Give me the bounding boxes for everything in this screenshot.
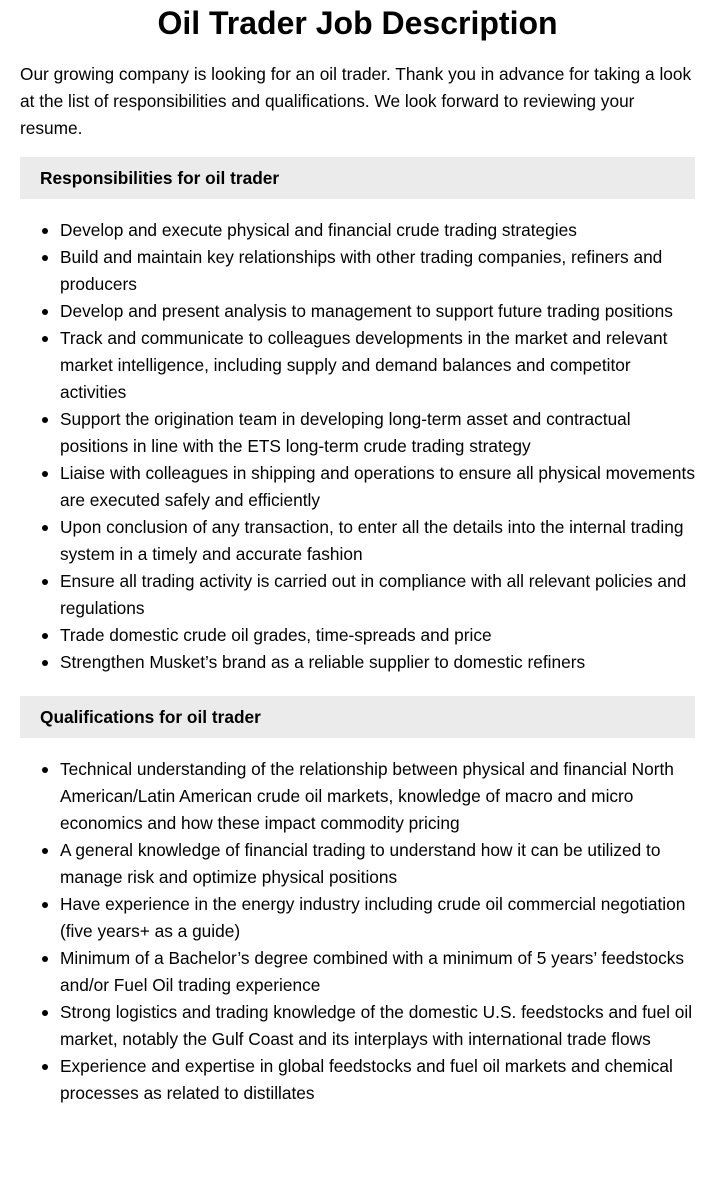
list-item: Minimum of a Bachelor’s degree combined with a minimum of 5 years’ feedstocks and/or Fuel Oil trading experience (60, 945, 695, 999)
responsibilities-heading: Responsibilities for oil trader (20, 157, 695, 199)
list-item: Strong logistics and trading knowledge of the domestic U.S. feedstocks and fuel oil market, notably the Gulf Coast and its interplays with international trade flows (60, 999, 695, 1053)
list-item: Develop and execute physical and financial crude trading strategies (60, 217, 695, 244)
list-item: Liaise with colleagues in shipping and operations to ensure all physical movements are executed safely and efficiently (60, 460, 695, 514)
qualifications-heading: Qualifications for oil trader (20, 696, 695, 738)
list-item: Technical understanding of the relationship between physical and financial North American/Latin American crude oil markets, knowledge of macro and micro economics and how these impact commodity pricing (60, 756, 695, 837)
list-item: Trade domestic crude oil grades, time-spreads and price (60, 622, 695, 649)
list-item: Support the origination team in developing long-term asset and contractual positions in line with the ETS long-term crude trading strategy (60, 406, 695, 460)
list-item: Upon conclusion of any transaction, to enter all the details into the internal trading system in a timely and accurate fashion (60, 514, 695, 568)
list-item: Track and communicate to colleagues developments in the market and relevant market intelligence, including supply and demand balances and competitor activities (60, 325, 695, 406)
intro-paragraph: Our growing company is looking for an oil trader. Thank you in advance for taking a look at the list of responsibilities and qualifications. We look forward to reviewing your resume. (20, 64, 692, 138)
list-item: A general knowledge of financial trading to understand how it can be utilized to manage risk and optimize physical positions (60, 837, 695, 891)
list-item: Build and maintain key relationships with other trading companies, refiners and producers (60, 244, 695, 298)
list-item: Experience and expertise in global feedstocks and fuel oil markets and chemical processes as related to distillates (60, 1053, 695, 1107)
list-item: Ensure all trading activity is carried out in compliance with all relevant policies and regulations (60, 568, 695, 622)
page-title: Oil Trader Job Description (157, 5, 558, 41)
list-item: Develop and present analysis to management to support future trading positions (60, 298, 695, 325)
qualifications-list (20, 756, 695, 1107)
list-item: Have experience in the energy industry including crude oil commercial negotiation (five years+ as a guide) (60, 891, 695, 945)
list-item: Strengthen Musket’s brand as a reliable supplier to domestic refiners (60, 649, 695, 676)
responsibilities-list (20, 217, 695, 676)
